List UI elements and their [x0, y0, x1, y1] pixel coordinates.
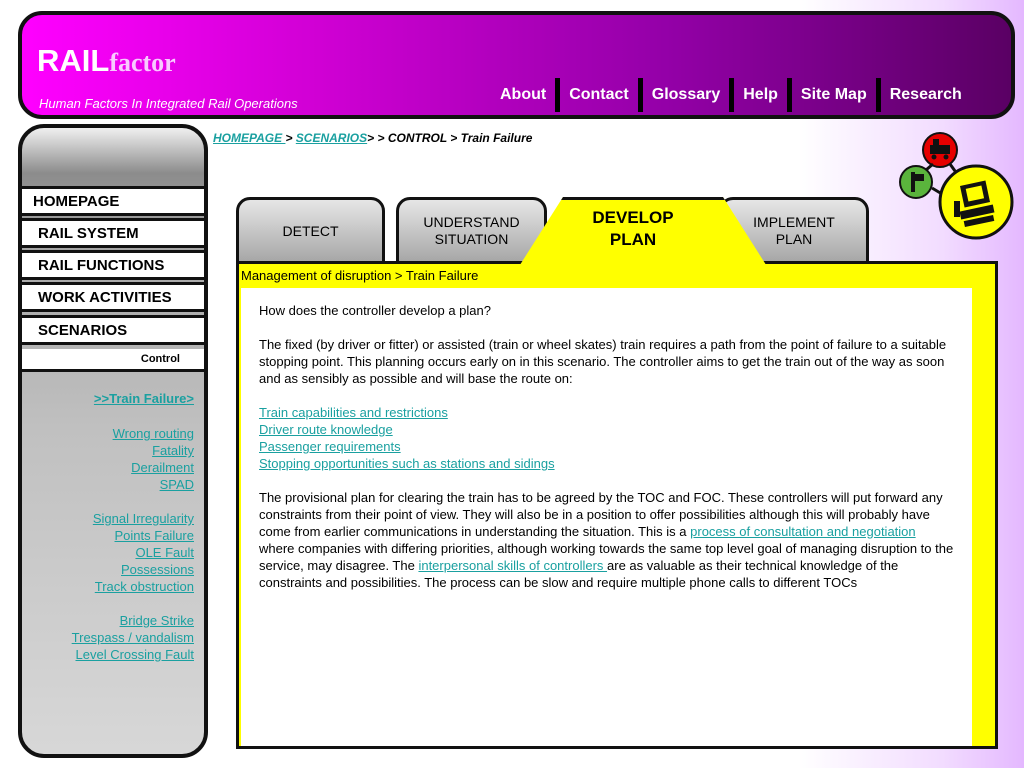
link-train-capabilities[interactable]: Train capabilities and restrictions: [259, 405, 448, 420]
link-consultation-negotiation[interactable]: process of consultation and negotiation: [690, 524, 916, 539]
scenario-link-spad[interactable]: SPAD: [159, 477, 194, 492]
sidebar-divider: [22, 369, 208, 372]
nav-separator: [729, 78, 734, 112]
breadcrumb-homepage-link[interactable]: HOMEPAGE: [213, 131, 286, 145]
link-stopping-opportunities[interactable]: Stopping opportunities such as stations and sidings: [259, 456, 555, 471]
site-tagline: Human Factors In Integrated Rail Operations: [39, 96, 298, 111]
sidebar-control-label: Control: [22, 349, 208, 369]
content-body: [241, 288, 972, 746]
breadcrumb-scenarios-link[interactable]: SCENARIOS: [295, 131, 368, 145]
scenario-link-bridge-strike[interactable]: Bridge Strike: [119, 613, 194, 628]
route-factor-links: [259, 404, 954, 472]
top-navigation: [494, 78, 968, 112]
sidebar: [18, 124, 208, 758]
role-icon-cluster: [892, 128, 1017, 243]
sidebar-item-homepage[interactable]: HOMEPAGE: [20, 186, 208, 216]
nav-research-link[interactable]: Research: [889, 86, 962, 103]
nav-contact-link[interactable]: Contact: [569, 86, 629, 103]
scenario-link-level-crossing-fault[interactable]: Level Crossing Fault: [75, 647, 194, 662]
scenario-link-points-failure[interactable]: Points Failure: [114, 528, 194, 543]
role-icons-svg: [892, 128, 1017, 243]
logo-factor-text: factor: [109, 48, 176, 77]
nav-separator: [787, 78, 792, 112]
scenario-link-possessions[interactable]: Possessions: [121, 562, 194, 577]
scenario-link-signal-irregularity[interactable]: Signal Irregularity: [92, 511, 194, 526]
breadcrumb-separator: >: [285, 131, 296, 145]
nav-separator: [555, 78, 560, 112]
content-paragraph-2: The provisional plan for clearing the train has to be agreed by the TOC and FOC. These controllers will put forward any constraints from their point of view. They will also be in a position to offer possibilities although this will probably have come from earlier communications in understanding the situation. This is a process of consultation and negotiation where companies with differing priorities, although working towards the same top level goal of managing disruption to the service, may disagree. The interpersonal skills of controllers are as valuable as their technical knowledge of the constraints and possibilities. The process can be slow and require multiple phone calls to different TOCs: [259, 490, 954, 590]
content-question: How does the controller develop a plan?: [259, 303, 491, 318]
logo-rail-text: RAIL: [37, 43, 110, 78]
tab-detect-label: DETECT: [282, 222, 339, 239]
nav-sitemap-link[interactable]: Site Map: [800, 86, 867, 103]
computer-icon: [940, 166, 1012, 238]
nav-separator: [876, 78, 881, 112]
scenario-link-wrong-routing[interactable]: Wrong routing: [112, 426, 194, 441]
scenario-list: [72, 390, 194, 663]
scenario-link-trespass-vandalism[interactable]: Trespass / vandalism: [71, 630, 194, 645]
sidebar-item-work-activities[interactable]: WORK ACTIVITIES: [20, 282, 208, 312]
tab-develop-label[interactable]: DEVELOP PLAN: [592, 208, 674, 249]
breadcrumb: [213, 131, 532, 145]
section-subtitle: Management of disruption > Train Failure: [241, 268, 479, 283]
content-paragraph-1: The fixed (by driver or fitter) or assisted (train or wheel skates) train requires a path from the point of failure to a suitable stopping point. This planning occurs early on in this scenario. The controller aims to get the train out of the way as soon and as sensibly as possible and will base the route on:: [259, 337, 947, 386]
tab-detect[interactable]: [236, 197, 385, 265]
breadcrumb-current-path: > > CONTROL > Train Failure: [367, 131, 533, 145]
link-driver-route-knowledge[interactable]: Driver route knowledge: [259, 422, 393, 437]
sidebar-item-rail-system[interactable]: RAIL SYSTEM: [20, 218, 208, 248]
link-passenger-requirements[interactable]: Passenger requirements: [259, 439, 401, 454]
site-logo[interactable]: [37, 43, 176, 79]
tab-understand-situation[interactable]: [396, 197, 547, 265]
scenario-link-fatality[interactable]: Fatality: [152, 443, 194, 458]
sidebar-item-rail-functions[interactable]: RAIL FUNCTIONS: [20, 250, 208, 280]
scenario-link-derailment[interactable]: Derailment: [131, 460, 194, 475]
nav-help-link[interactable]: Help: [743, 86, 778, 103]
scenario-link-track-obstruction[interactable]: Track obstruction: [94, 579, 194, 594]
nav-separator: [638, 78, 643, 112]
train-icon: [923, 133, 957, 167]
sidebar-item-scenarios[interactable]: SCENARIOS: [20, 315, 208, 345]
link-interpersonal-skills[interactable]: interpersonal skills of controllers: [418, 558, 608, 573]
site-header: [18, 11, 1015, 119]
tab-implement-label: IMPLEMENT PLAN: [753, 214, 835, 247]
scenario-link-train-failure[interactable]: >>Train Failure>: [93, 391, 194, 406]
scenario-link-ole-fault[interactable]: OLE Fault: [135, 545, 194, 560]
nav-about-link[interactable]: About: [500, 86, 547, 103]
main-content-panel: [236, 261, 998, 749]
nav-glossary-link[interactable]: Glossary: [651, 86, 721, 103]
tab-understand-label: UNDERSTAND SITUATION: [423, 214, 520, 247]
